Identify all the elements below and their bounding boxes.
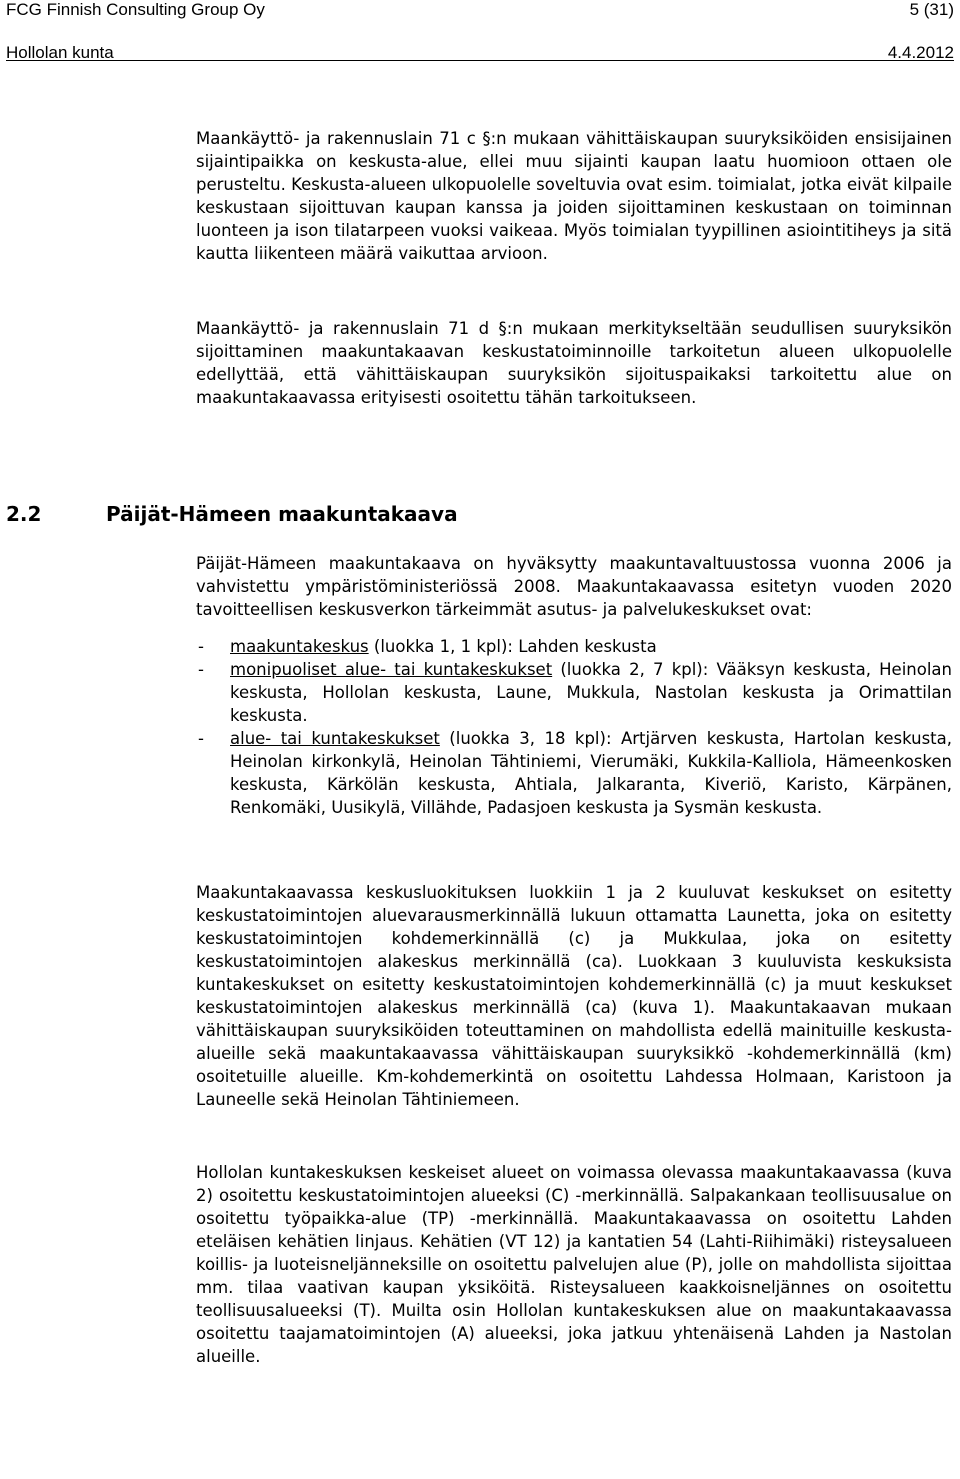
document-date: 4.4.2012 — [887, 43, 954, 62]
section-heading — [6, 500, 458, 528]
list-term: maakuntakeskus — [230, 637, 369, 656]
body-paragraph-5 — [196, 1161, 952, 1368]
section-number: 2.2 — [6, 502, 42, 526]
list-item — [196, 727, 952, 819]
company-name: FCG Finnish Consulting Group Oy — [6, 0, 265, 19]
list-text: (luokka 3, 18 kpl): Artjärven keskusta, Hartolan keskusta, Heinolan kirkonkylä, Heinolan Tähtiniemi, Vierumäki, Kukkila-Kalliola, Hämeenkosken keskusta, Kärkölän keskusta, Ahtiala, Jalkaranta, Kiveriö, Karisto, Kärpänen, Renkomäki, Uusikylä, Villähde, Padasjoen keskusta ja Sysmän keskusta. — [230, 729, 952, 817]
list-dash: - — [198, 637, 204, 656]
body-paragraph-4 — [196, 881, 952, 1111]
paragraph-text: Maankäyttö- ja rakennuslain 71 c §:n mukaan vähittäiskaupan suuryksiköiden ensisijainen sijaintipaikka on keskusta-alue, ellei muu sijainti kaupan laatu huomioon ottaen ole perusteltu. Keskusta-alueen ulkopuolelle soveltuvia ovat esim. toimialat, jotka eivät kilpaile keskustaan sijoittuvan kaupan kanssa ja joiden sijoittaminen keskustaan on toiminnan luonteen ja ison tilatarpeen vuoksi vaikeaa. Myös toimialan tyypillinen asiointitiheys ja sitä kautta liikenteen määrä vaikuttaa arvioon. — [196, 129, 952, 263]
paragraph-text: Päijät-Hämeen maakuntakaava on hyväksytty maakuntavaltuustossa vuonna 2006 ja vahvistettu ympäristöministeriössä 2008. Maakuntakaavassa esitetyn vuoden 2020 tavoitteellisen keskusverkon tärkeimmät asutus- ja palvelukeskukset ovat: — [196, 554, 952, 619]
page-number: 5 (31) — [909, 0, 954, 19]
list-term: alue- tai kuntakeskukset — [230, 729, 440, 748]
section-title: Päijät-Hämeen maakuntakaava — [106, 502, 458, 526]
header-divider — [6, 60, 954, 61]
list-dash: - — [198, 729, 204, 748]
intro-paragraph-1 — [196, 127, 952, 265]
paragraph-text: Maankäyttö- ja rakennuslain 71 d §:n mukaan merkitykseltään seudullisen suuryksikön sijoittaminen maakuntakaavan keskustatoiminnoille tarkoitetun alueen ulkopuolelle edellyttää, että vähittäiskaupan suuryksikön sijoituspaikaksi tarkoitettu alue on maakuntakaavassa erityisesti osoitettu tähän tarkoitukseen. — [196, 319, 952, 407]
list-item — [196, 658, 952, 727]
list-term: monipuoliset alue- tai kuntakeskukset — [230, 660, 553, 679]
section-body — [196, 552, 952, 819]
paragraph-text: Hollolan kuntakeskuksen keskeiset alueet on voimassa olevassa maakuntakaavassa (kuva 2) osoitettu keskustatoimintojen alueeksi (C) -merkinnällä. Salpakankaan teollisuusalue on osoitettu työpaikka-alue (TP) -merkinnällä. Maakuntakaavassa on osoitettu Lahden eteläisen kehätien linjaus. Kehätien (VT 12) ja kantatien 54 (Lahti-Riihimäki) risteysalueen koillis- ja luoteisneljänneksille on osoitettu palvelujen alue (P), jolle on mahdollista sijoittaa mm. tilaa vaativan kaupan yksiköitä. Risteysalueen kaakkoisneljännes on osoitettu teollisuusalueeksi (T). Muilta osin Hollolan kuntakeskuksen alue on maakuntakaavassa osoitettu taajamatoimintojen (A) alueeksi, joka jatkuu yhtenäisenä Lahden ja Nastolan alueille. — [196, 1163, 952, 1366]
client-name: Hollolan kunta — [6, 43, 114, 62]
list-item — [196, 635, 952, 658]
list-dash: - — [198, 660, 204, 679]
list-text: (luokka 1, 1 kpl): Lahden keskusta — [368, 637, 657, 656]
list-text: (luokka 2, 7 kpl): Vääksyn keskusta, Heinolan keskusta, Hollolan keskusta, Laune, Mukkula, Nastolan keskusta ja Orimattilan keskusta. — [230, 660, 952, 725]
center-list — [196, 635, 952, 819]
paragraph-text: Maakuntakaavassa keskusluokituksen luokkiin 1 ja 2 kuuluvat keskukset on esitetty keskustatoimintojen aluevarausmerkinnällä lukuun ottamatta Launetta, joka on esitetty keskustatoimintojen kohdemerkinnällä (c) ja Mukkulaa, joka on esitetty keskustatoimintojen alakeskus merkinnällä (ca). Luokkaan 3 kuuluvista keskuksista kuntakeskukset on esitetty keskustatoimintojen kohdemerkinnällä (c) ja muut keskukset keskustatoimintojen alakeskus merkinnällä (ca) (kuva 1). Maakuntakaavan mukaan vähittäiskaupan suuryksiköiden toteuttaminen on mahdollista edellä mainituille keskusta-alueille sekä maakuntakaavassa vähittäiskaupan suuryksikkö -kohdemerkinnällä (km) osoitetuille alueille. Km-kohdemerkintä on osoitettu Lahdessa Holmaan, Karistoon ja Launeelle sekä Heinolan Tähtiniemeen. — [196, 883, 952, 1109]
intro-paragraph-2 — [196, 317, 952, 409]
